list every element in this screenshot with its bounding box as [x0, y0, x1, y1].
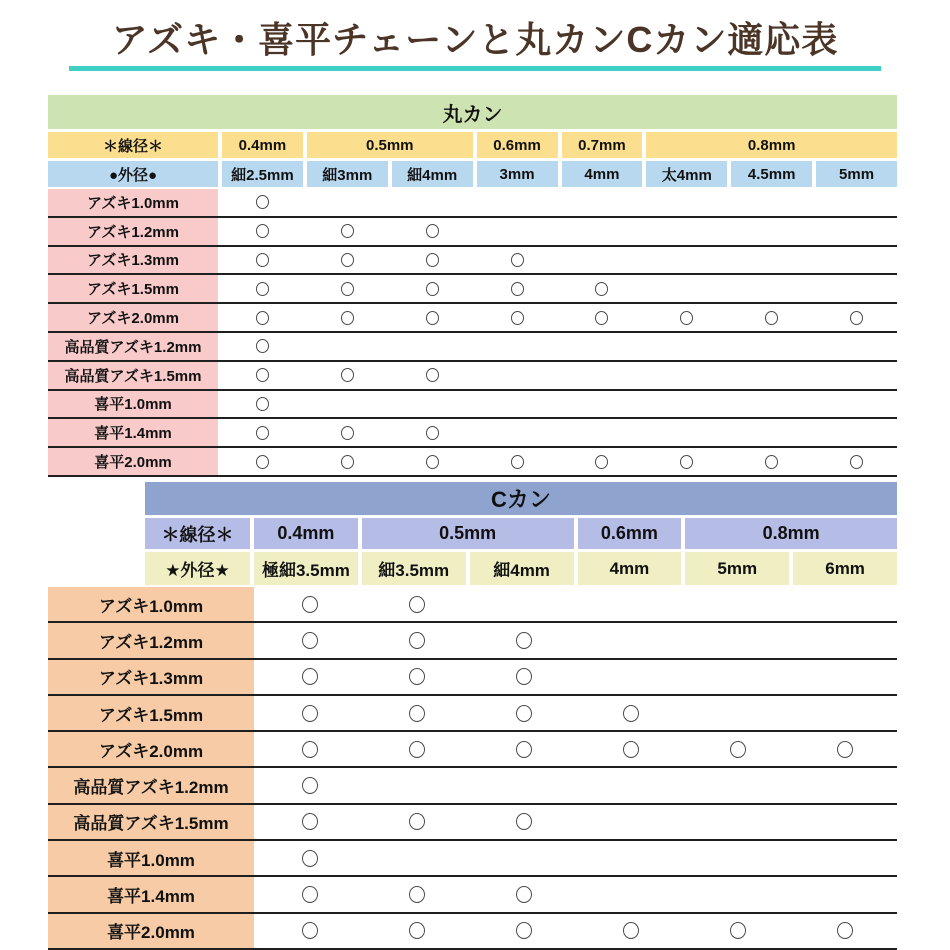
compatibility-cell: [392, 333, 473, 360]
table-row: [48, 448, 897, 477]
compatibility-cell: [258, 841, 361, 875]
compatibility-cell: [794, 841, 897, 875]
wire-diameter-cell: 0.6mm: [477, 132, 558, 158]
compatibility-cell: [731, 304, 812, 331]
table-row: [48, 914, 897, 950]
title-underline: [69, 66, 881, 71]
compatibility-cell: [307, 391, 388, 418]
compatibility-mark: [426, 224, 439, 238]
compatibility-mark: [302, 777, 318, 794]
compatibility-mark: [730, 741, 746, 758]
table-row: [48, 333, 897, 362]
table-body: [48, 587, 897, 950]
compatibility-mark: [256, 455, 269, 469]
compatibility-mark: [302, 668, 318, 685]
row-label: アズキ2.0mm: [48, 732, 254, 766]
compatibility-cell: [687, 623, 790, 657]
row-label: アズキ1.5mm: [48, 696, 254, 730]
compatibility-cell: [816, 275, 897, 302]
compatibility-cell: [794, 623, 897, 657]
compatibility-cell: [562, 448, 643, 475]
compatibility-cell: [307, 275, 388, 302]
compatibility-cell: [472, 587, 575, 621]
compatibility-cell: [222, 333, 303, 360]
compatibility-cell: [472, 660, 575, 694]
compatibility-cell: [307, 448, 388, 475]
compatibility-mark: [256, 224, 269, 238]
compatibility-cell: [816, 189, 897, 216]
compatibility-cell: [794, 768, 897, 802]
compatibility-cell: [816, 247, 897, 274]
compatibility-mark: [765, 455, 778, 469]
compatibility-cell: [646, 304, 727, 331]
compatibility-mark: [409, 741, 425, 758]
compatibility-cell: [365, 660, 468, 694]
outer-diameter-cell: 極細3.5mm: [254, 552, 358, 585]
row-label: 高品質アズキ1.5mm: [48, 362, 218, 389]
compatibility-mark: [256, 195, 269, 209]
compatibility-cell: [222, 304, 303, 331]
compatibility-mark: [511, 253, 524, 267]
compatibility-cell: [392, 218, 473, 245]
compatibility-mark: [426, 311, 439, 325]
wire-diameter-row: [145, 518, 897, 549]
page-title-block: [0, 16, 950, 71]
table-row: [48, 841, 897, 877]
compatibility-cell: [365, 732, 468, 766]
compatibility-cell: [579, 660, 682, 694]
ckan-table: [48, 482, 897, 950]
outer-diameter-cell: 細3.5mm: [362, 552, 466, 585]
compatibility-cell: [687, 696, 790, 730]
wire-diameter-cell: 0.6mm: [578, 518, 682, 549]
compatibility-mark: [426, 368, 439, 382]
compatibility-cell: [258, 623, 361, 657]
compatibility-cell: [794, 587, 897, 621]
compatibility-cell: [365, 841, 468, 875]
compatibility-mark: [341, 311, 354, 325]
outer-diameter-cell: 細2.5mm: [222, 161, 303, 187]
compatibility-cell: [579, 877, 682, 911]
compatibility-cell: [731, 391, 812, 418]
table-row: [48, 660, 897, 696]
compatibility-cell: [392, 304, 473, 331]
compatibility-cell: [365, 805, 468, 839]
compatibility-cell: [307, 304, 388, 331]
compatibility-mark: [730, 922, 746, 939]
compatibility-cell: [562, 362, 643, 389]
compatibility-mark: [341, 253, 354, 267]
compatibility-cell: [472, 768, 575, 802]
compatibility-cell: [687, 587, 790, 621]
compatibility-cell: [258, 732, 361, 766]
row-label: アズキ1.2mm: [48, 218, 218, 245]
compatibility-mark: [850, 455, 863, 469]
row-label: 喜平2.0mm: [48, 448, 218, 475]
compatibility-cell: [687, 732, 790, 766]
row-label: 喜平2.0mm: [48, 914, 254, 948]
compatibility-cell: [579, 623, 682, 657]
table-row: [48, 623, 897, 659]
compatibility-cell: [562, 419, 643, 446]
table-row: [48, 587, 897, 623]
wire-diameter-cell: 0.5mm: [307, 132, 473, 158]
compatibility-cell: [222, 362, 303, 389]
compatibility-cell: [258, 696, 361, 730]
table-row: [48, 304, 897, 333]
compatibility-cell: [794, 877, 897, 911]
compatibility-mark: [837, 922, 853, 939]
table-title: Cカン: [145, 482, 897, 515]
compatibility-mark: [256, 426, 269, 440]
compatibility-mark: [256, 368, 269, 382]
compatibility-cell: [579, 841, 682, 875]
outer-diameter-cell: 細4mm: [470, 552, 574, 585]
compatibility-mark: [409, 813, 425, 830]
compatibility-cell: [731, 448, 812, 475]
compatibility-cell: [646, 333, 727, 360]
compatibility-cell: [222, 419, 303, 446]
compatibility-cell: [477, 448, 558, 475]
compatibility-cell: [258, 877, 361, 911]
compatibility-cell: [794, 805, 897, 839]
row-label: 喜平1.4mm: [48, 877, 254, 911]
compatibility-cell: [816, 333, 897, 360]
compatibility-cell: [365, 587, 468, 621]
compatibility-cell: [579, 768, 682, 802]
outer-diameter-cell: 太4mm: [646, 161, 727, 187]
compatibility-cell: [687, 768, 790, 802]
compatibility-cell: [687, 660, 790, 694]
row-label: 高品質アズキ1.5mm: [48, 805, 254, 839]
compatibility-mark: [302, 596, 318, 613]
compatibility-cell: [222, 275, 303, 302]
compatibility-mark: [302, 813, 318, 830]
compatibility-cell: [687, 841, 790, 875]
compatibility-cell: [472, 841, 575, 875]
wire-diameter-label: ＊線径＊: [48, 132, 218, 158]
compatibility-cell: [307, 189, 388, 216]
compatibility-cell: [365, 696, 468, 730]
compatibility-cell: [307, 218, 388, 245]
compatibility-mark: [409, 886, 425, 903]
wire-diameter-row: [48, 132, 897, 158]
compatibility-mark: [516, 886, 532, 903]
compatibility-cell: [731, 275, 812, 302]
table-row: [48, 275, 897, 304]
compatibility-cell: [222, 218, 303, 245]
row-label: 喜平1.0mm: [48, 391, 218, 418]
compatibility-cell: [794, 660, 897, 694]
table-body: [48, 189, 897, 477]
table-row: [48, 696, 897, 732]
compatibility-mark: [256, 339, 269, 353]
compatibility-mark: [623, 705, 639, 722]
compatibility-mark: [623, 741, 639, 758]
row-label: アズキ1.3mm: [48, 660, 254, 694]
compatibility-cell: [646, 362, 727, 389]
compatibility-cell: [307, 419, 388, 446]
compatibility-cell: [392, 419, 473, 446]
outer-diameter-cell: 細4mm: [392, 161, 473, 187]
compatibility-mark: [426, 426, 439, 440]
compatibility-cell: [562, 304, 643, 331]
compatibility-cell: [472, 805, 575, 839]
compatibility-cell: [562, 189, 643, 216]
compatibility-cell: [562, 247, 643, 274]
compatibility-mark: [511, 311, 524, 325]
compatibility-mark: [516, 813, 532, 830]
compatibility-cell: [731, 333, 812, 360]
compatibility-cell: [646, 247, 727, 274]
compatibility-cell: [477, 362, 558, 389]
compatibility-cell: [477, 218, 558, 245]
compatibility-mark: [765, 311, 778, 325]
compatibility-mark: [341, 455, 354, 469]
compatibility-mark: [595, 455, 608, 469]
compatibility-cell: [816, 419, 897, 446]
compatibility-cell: [222, 448, 303, 475]
compatibility-cell: [477, 304, 558, 331]
row-label: アズキ1.2mm: [48, 623, 254, 657]
compatibility-mark: [516, 668, 532, 685]
compatibility-cell: [477, 391, 558, 418]
compatibility-cell: [258, 805, 361, 839]
compatibility-cell: [816, 391, 897, 418]
compatibility-cell: [562, 391, 643, 418]
compatibility-cell: [365, 877, 468, 911]
table-row: [48, 247, 897, 276]
compatibility-cell: [477, 333, 558, 360]
compatibility-cell: [477, 189, 558, 216]
outer-diameter-label: ●外径●: [48, 161, 218, 187]
outer-diameter-row: [145, 552, 897, 585]
outer-diameter-cell: 細3mm: [307, 161, 388, 187]
compatibility-mark: [302, 632, 318, 649]
compatibility-cell: [307, 362, 388, 389]
compatibility-cell: [392, 448, 473, 475]
compatibility-cell: [258, 914, 361, 948]
table-row: [48, 391, 897, 420]
compatibility-mark: [409, 596, 425, 613]
table-row: [48, 877, 897, 913]
table-title: 丸カン: [48, 95, 897, 129]
compatibility-mark: [256, 311, 269, 325]
row-label: 高品質アズキ1.2mm: [48, 333, 218, 360]
compatibility-cell: [794, 696, 897, 730]
compatibility-mark: [837, 741, 853, 758]
wire-diameter-cell: 0.5mm: [362, 518, 574, 549]
compatibility-cell: [472, 623, 575, 657]
compatibility-mark: [341, 282, 354, 296]
table-header-group: [145, 482, 897, 585]
compatibility-cell: [794, 732, 897, 766]
compatibility-cell: [258, 660, 361, 694]
compatibility-mark: [409, 668, 425, 685]
wire-diameter-label: ＊線径＊: [145, 518, 250, 549]
compatibility-cell: [579, 732, 682, 766]
compatibility-mark: [680, 455, 693, 469]
compatibility-cell: [646, 189, 727, 216]
row-label: アズキ1.5mm: [48, 275, 218, 302]
outer-diameter-cell: 5mm: [685, 552, 789, 585]
compatibility-mark: [623, 922, 639, 939]
compatibility-cell: [579, 696, 682, 730]
wire-diameter-cell: 0.8mm: [685, 518, 897, 549]
compatibility-cell: [646, 275, 727, 302]
compatibility-mark: [256, 282, 269, 296]
compatibility-cell: [816, 362, 897, 389]
compatibility-mark: [341, 426, 354, 440]
compatibility-mark: [595, 282, 608, 296]
compatibility-cell: [646, 448, 727, 475]
compatibility-mark: [426, 455, 439, 469]
compatibility-cell: [392, 247, 473, 274]
compatibility-cell: [392, 391, 473, 418]
wire-diameter-cell: 0.4mm: [222, 132, 303, 158]
compatibility-cell: [646, 218, 727, 245]
compatibility-cell: [687, 914, 790, 948]
compatibility-mark: [256, 253, 269, 267]
table-row: [48, 218, 897, 247]
compatibility-cell: [562, 333, 643, 360]
compatibility-cell: [307, 333, 388, 360]
table-row: [48, 189, 897, 218]
compatibility-mark: [409, 705, 425, 722]
wire-diameter-cell: 0.8mm: [646, 132, 897, 158]
compatibility-mark: [409, 922, 425, 939]
outer-diameter-row: [48, 161, 897, 187]
table-row: [48, 419, 897, 448]
compatibility-mark: [516, 741, 532, 758]
compatibility-cell: [392, 189, 473, 216]
compatibility-cell: [816, 448, 897, 475]
compatibility-cell: [579, 587, 682, 621]
page-title: アズキ・喜平チェーンと丸カンCカン適応表: [111, 19, 839, 60]
table-row: [48, 732, 897, 768]
row-label: アズキ1.0mm: [48, 189, 218, 216]
compatibility-mark: [511, 455, 524, 469]
compatibility-cell: [392, 275, 473, 302]
row-label: 喜平1.4mm: [48, 419, 218, 446]
compatibility-mark: [409, 632, 425, 649]
compatibility-mark: [256, 397, 269, 411]
compatibility-cell: [646, 419, 727, 446]
compatibility-cell: [392, 362, 473, 389]
outer-diameter-cell: 5mm: [816, 161, 897, 187]
compatibility-cell: [731, 189, 812, 216]
compatibility-cell: [731, 419, 812, 446]
compatibility-cell: [222, 247, 303, 274]
outer-diameter-label: ★外径★: [145, 552, 250, 585]
compatibility-mark: [302, 886, 318, 903]
compatibility-mark: [426, 253, 439, 267]
outer-diameter-cell: 4mm: [562, 161, 643, 187]
compatibility-mark: [426, 282, 439, 296]
compatibility-cell: [472, 914, 575, 948]
compatibility-mark: [680, 311, 693, 325]
compatibility-cell: [307, 247, 388, 274]
wire-diameter-cell: 0.4mm: [254, 518, 358, 549]
compatibility-mark: [302, 705, 318, 722]
compatibility-cell: [365, 623, 468, 657]
compatibility-cell: [472, 877, 575, 911]
row-label: 高品質アズキ1.2mm: [48, 768, 254, 802]
compatibility-cell: [816, 218, 897, 245]
compatibility-cell: [687, 877, 790, 911]
compatibility-cell: [365, 914, 468, 948]
row-label: アズキ1.3mm: [48, 247, 218, 274]
compatibility-cell: [258, 587, 361, 621]
compatibility-mark: [302, 850, 318, 867]
compatibility-cell: [794, 914, 897, 948]
table-row: [48, 768, 897, 804]
compatibility-mark: [516, 922, 532, 939]
compatibility-cell: [731, 247, 812, 274]
outer-diameter-cell: 4mm: [578, 552, 682, 585]
compatibility-cell: [472, 696, 575, 730]
compatibility-mark: [595, 311, 608, 325]
compatibility-mark: [302, 922, 318, 939]
row-label: 喜平1.0mm: [48, 841, 254, 875]
compatibility-mark: [302, 741, 318, 758]
compatibility-mark: [341, 368, 354, 382]
outer-diameter-cell: 4.5mm: [731, 161, 812, 187]
compatibility-cell: [646, 391, 727, 418]
outer-diameter-cell: 3mm: [477, 161, 558, 187]
row-label: アズキ2.0mm: [48, 304, 218, 331]
outer-diameter-cell: 6mm: [793, 552, 897, 585]
row-label: アズキ1.0mm: [48, 587, 254, 621]
compatibility-cell: [222, 391, 303, 418]
compatibility-cell: [477, 275, 558, 302]
compatibility-cell: [731, 362, 812, 389]
compatibility-mark: [850, 311, 863, 325]
table-row: [48, 805, 897, 841]
compatibility-cell: [477, 419, 558, 446]
compatibility-cell: [687, 805, 790, 839]
compatibility-mark: [516, 705, 532, 722]
compatibility-cell: [477, 247, 558, 274]
compatibility-mark: [511, 282, 524, 296]
compatibility-cell: [472, 732, 575, 766]
marukan-table: [48, 95, 897, 477]
compatibility-cell: [731, 218, 812, 245]
compatibility-cell: [816, 304, 897, 331]
compatibility-cell: [258, 768, 361, 802]
compatibility-cell: [579, 914, 682, 948]
compatibility-cell: [562, 218, 643, 245]
wire-diameter-cell: 0.7mm: [562, 132, 643, 158]
compatibility-cell: [562, 275, 643, 302]
compatibility-mark: [341, 224, 354, 238]
compatibility-cell: [579, 805, 682, 839]
compatibility-mark: [516, 632, 532, 649]
compatibility-cell: [222, 189, 303, 216]
table-row: [48, 362, 897, 391]
compatibility-cell: [365, 768, 468, 802]
